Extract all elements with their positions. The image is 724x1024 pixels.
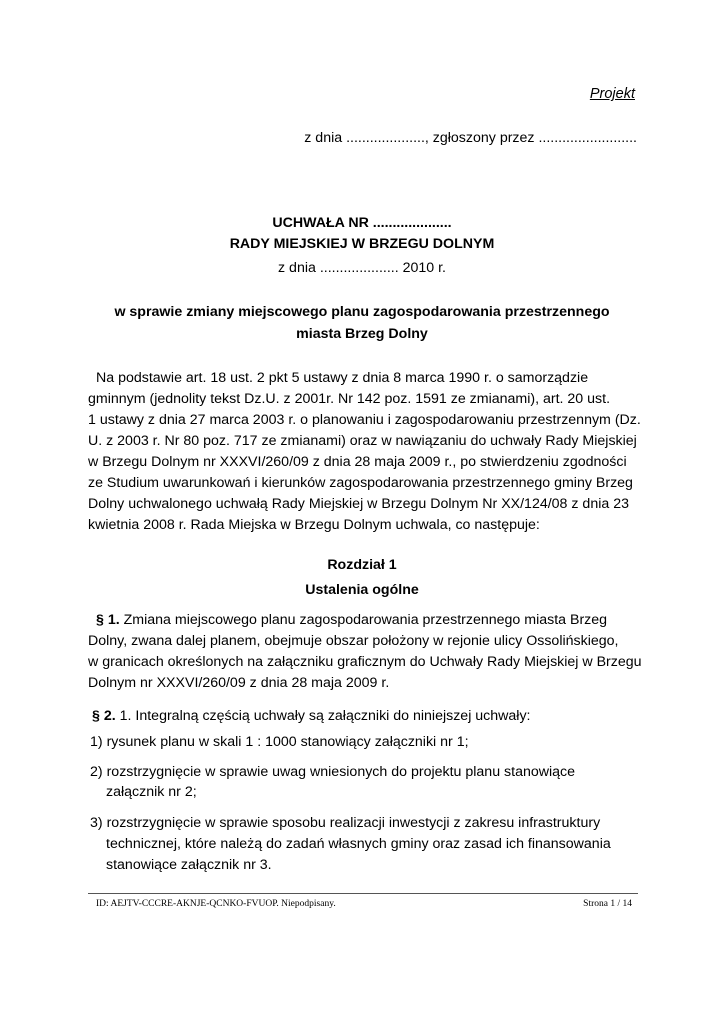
subject-line-2: miasta Brzeg Dolny <box>296 326 428 342</box>
date-submitted-line: z dnia ...................., zgłoszony przez ......................... <box>304 130 637 146</box>
list-item-number: 2) <box>90 764 103 780</box>
chapter-number: Rozdział 1 <box>327 557 397 573</box>
paragraph-1-line: Dolnym nr XXXVI/260/09 z dnia 28 maja 2009 r. <box>88 675 390 691</box>
paragraph-1 <box>0 608 724 708</box>
preamble-line: ze Studium uwarunkowań i kierunków zagospodarowania przestrzennego gminy Brzeg <box>88 475 633 491</box>
list-item-continuation: technicznej, które należą do zadań własnych gminy oraz zasad ich finansowania <box>106 836 611 852</box>
preamble-line: kwietnia 2008 r. Rada Miejska w Brzegu Dolnym uchwala, co następuje: <box>88 517 540 533</box>
resolution-date: z dnia .................... 2010 r. <box>278 260 446 276</box>
preamble-line: w Brzegu Dolnym nr XXXVI/260/09 z dnia 28 maja 2009 r., po stwierdzeniu zgodności <box>88 454 627 470</box>
council-name: RADY MIEJSKIEJ W BRZEGU DOLNYM <box>229 236 495 252</box>
preamble-line: 1 ustawy z dnia 27 marca 2003 r. o planowaniu i zagospodarowaniu przestrzennym (Dz. <box>88 412 641 428</box>
list-item-number: 3) <box>90 815 103 831</box>
list-item-number: 1) <box>90 734 103 750</box>
subject-line-1: w sprawie zmiany miejscowego planu zagospodarowania przestrzennego <box>114 304 610 320</box>
paragraph-2 <box>0 704 724 884</box>
page-number: Strona 1 / 14 <box>583 899 632 909</box>
paragraph-2-intro: 1. Integralną częścią uchwały są załączniki do niniejszej uchwały: <box>119 708 531 724</box>
list-item <box>90 730 724 754</box>
footer-divider <box>88 893 638 894</box>
list-item-continuation: stanowiące załącznik nr 3. <box>106 857 272 873</box>
chapter-title: Ustalenia ogólne <box>305 582 419 598</box>
preamble <box>0 366 724 566</box>
list-item-text: rozstrzygnięcie w sprawie sposobu realizacji inwestycji z zakresu infrastruktury <box>106 815 601 831</box>
preamble-line: gminnym (jednolity tekst Dz.U. z 2001r. Nr 142 poz. 1591 ze zmianami), art. 20 ust. <box>88 391 611 407</box>
paragraph-1-line: Dolny, zwana dalej planem, obejmuje obszar położony w rejonie ulicy Ossolińskiego, <box>88 633 619 649</box>
paragraph-2-mark: § 2. <box>92 708 116 724</box>
list-item-continuation: załącznik nr 2; <box>106 784 197 800</box>
list-item-text: rysunek planu w skali 1 : 1000 stanowiący załączniki nr 1; <box>106 734 469 750</box>
list-item-text: rozstrzygnięcie w sprawie uwag wniesionych do projektu planu stanowiące <box>106 764 576 780</box>
paragraph-1-text: Zmiana miejscowego planu zagospodarowania przestrzennego miasta Brzeg <box>123 612 608 628</box>
preamble-line: U. z 2003 r. Nr 80 poz. 717 ze zmianami) oraz w nawiązaniu do uchwały Rady Miejskiej <box>88 433 637 449</box>
preamble-line: Na podstawie art. 18 ust. 2 pkt 5 ustawy z dnia 8 marca 1990 r. o samorządzie <box>96 370 589 386</box>
resolution-number: UCHWAŁA NR .................... <box>272 215 452 231</box>
document-id: ID: AEJTV-CCCRE-AKNJE-QCNKO-FVUOP. Niepodpisany. <box>96 899 336 909</box>
preamble-line: Dolny uchwalonego uchwałą Rady Miejskiej w Brzegu Dolnym Nr XX/124/08 z dnia 23 <box>88 496 629 512</box>
paragraph-1-line: w granicach określonych na załączniku graficznym do Uchwały Rady Miejskiej w Brzegu <box>88 654 642 670</box>
project-label: Projekt <box>589 86 635 102</box>
paragraph-1-mark: § 1. <box>96 612 120 628</box>
